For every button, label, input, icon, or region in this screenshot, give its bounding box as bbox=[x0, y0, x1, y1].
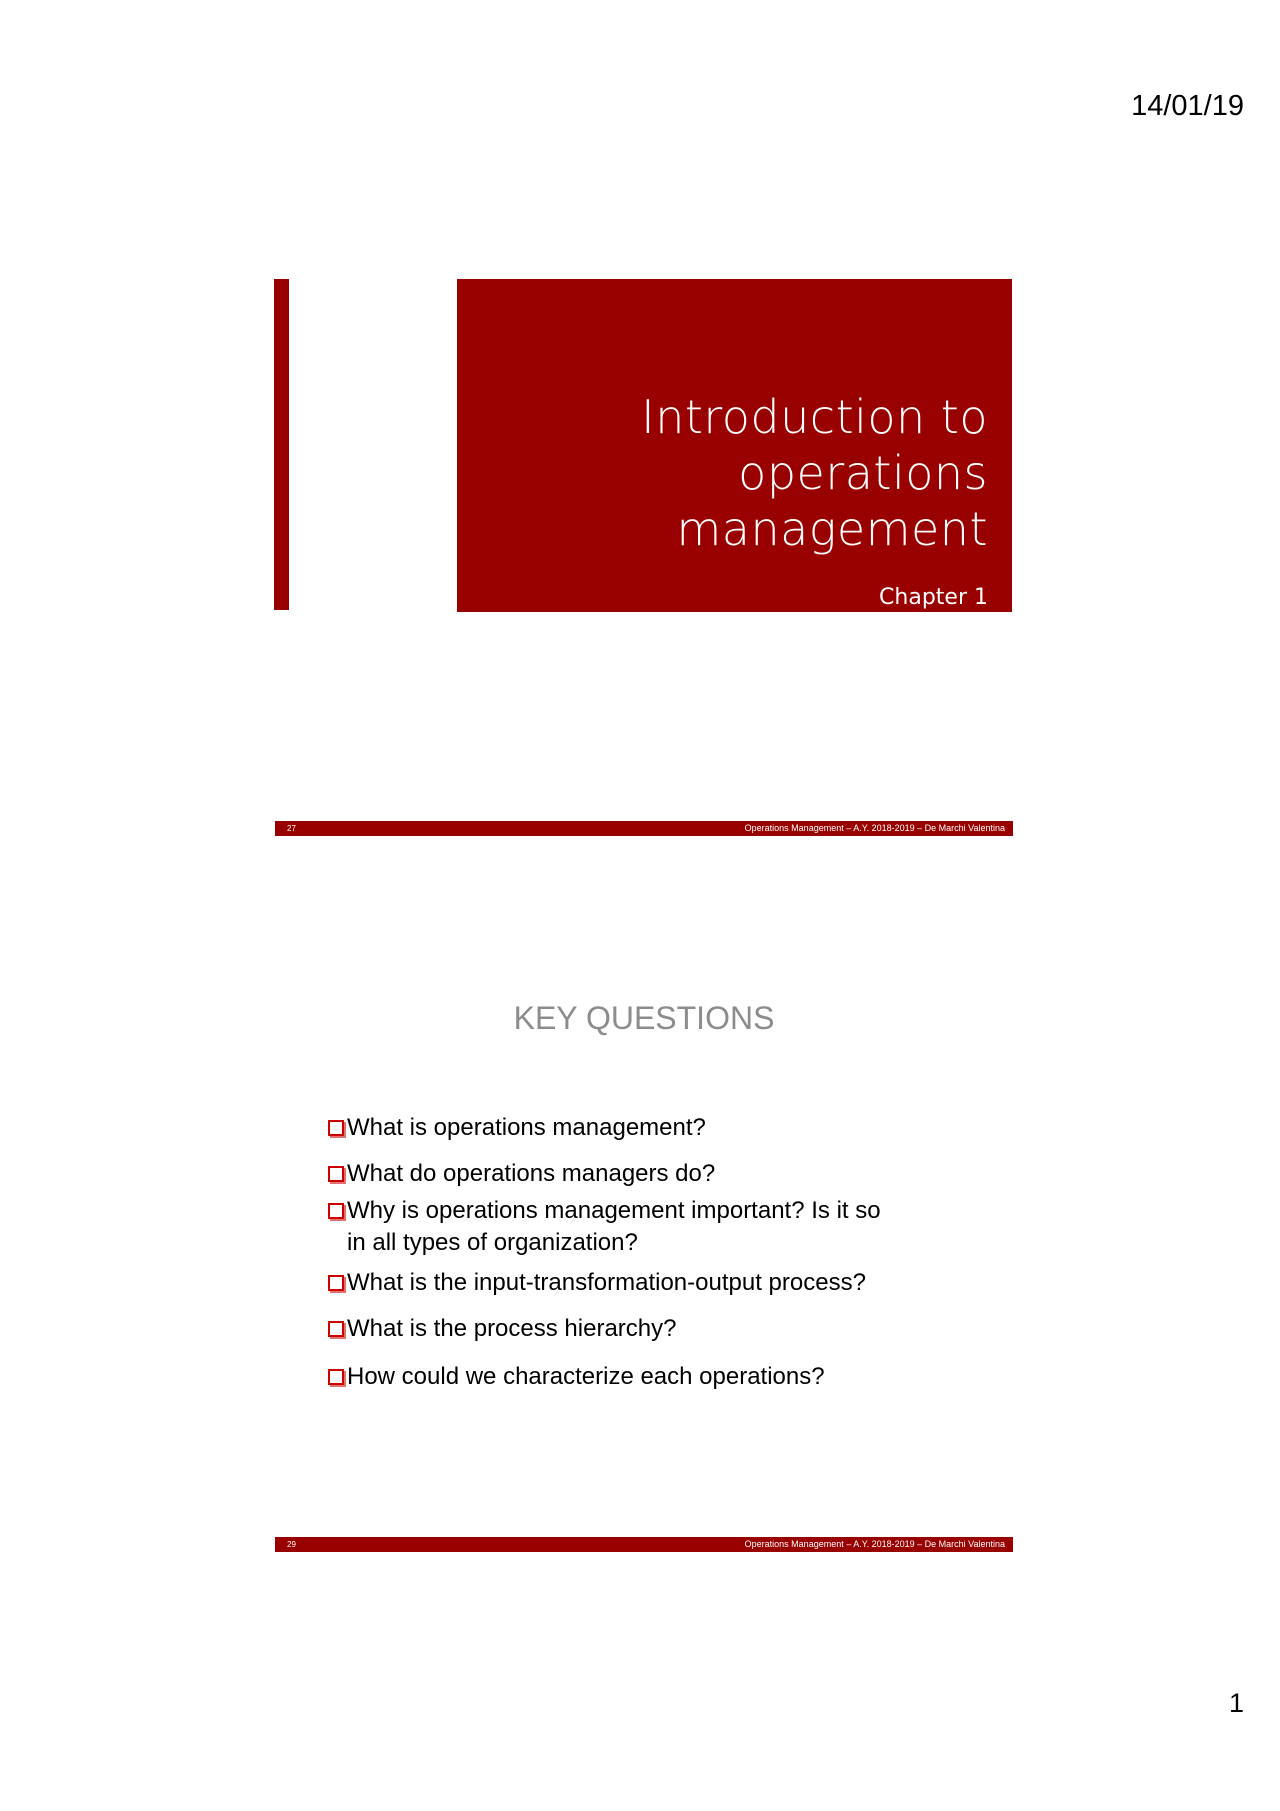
slide1-accent-bar bbox=[274, 279, 289, 610]
slide2-footer-number: 29 bbox=[287, 1540, 296, 1549]
question-text: Why is operations management important? Is it so in all types of organization? bbox=[347, 1197, 881, 1256]
list-item bbox=[328, 1112, 706, 1144]
slide1-title: Introduction to operations management bbox=[641, 390, 988, 556]
checkbox-bullet-icon bbox=[328, 1120, 344, 1136]
slide1-footer bbox=[275, 821, 1013, 836]
slide1-subtitle: Chapter 1 bbox=[879, 585, 988, 610]
page-number: 1 bbox=[1228, 1688, 1244, 1718]
page-date: 14/01/19 bbox=[1131, 90, 1244, 122]
slide1-title-box bbox=[457, 279, 1012, 612]
slide2-footer-text: Operations Management – A.Y. 2018-2019 – De Marchi Valentina bbox=[744, 1539, 1005, 1549]
slide2-title: KEY QUESTIONS bbox=[513, 1000, 775, 1036]
checkbox-bullet-icon bbox=[328, 1321, 344, 1337]
list-item bbox=[328, 1313, 676, 1345]
question-text: What do operations managers do? bbox=[347, 1160, 716, 1187]
list-item bbox=[328, 1158, 715, 1190]
checkbox-bullet-icon bbox=[328, 1166, 344, 1182]
list-item bbox=[328, 1361, 825, 1393]
question-text: What is operations management? bbox=[347, 1114, 706, 1141]
list-item bbox=[328, 1195, 881, 1259]
checkbox-bullet-icon bbox=[328, 1275, 344, 1291]
checkbox-bullet-icon bbox=[328, 1369, 344, 1385]
slide1-footer-text: Operations Management – A.Y. 2018-2019 – De Marchi Valentina bbox=[744, 823, 1005, 833]
slide2-footer bbox=[275, 1537, 1013, 1552]
list-item bbox=[328, 1267, 866, 1299]
question-text: What is the input-transformation-output process? bbox=[347, 1269, 866, 1296]
checkbox-bullet-icon bbox=[328, 1203, 344, 1219]
slide1-footer-number: 27 bbox=[287, 824, 296, 833]
question-text: How could we characterize each operations? bbox=[347, 1363, 825, 1390]
question-text: What is the process hierarchy? bbox=[347, 1315, 677, 1342]
